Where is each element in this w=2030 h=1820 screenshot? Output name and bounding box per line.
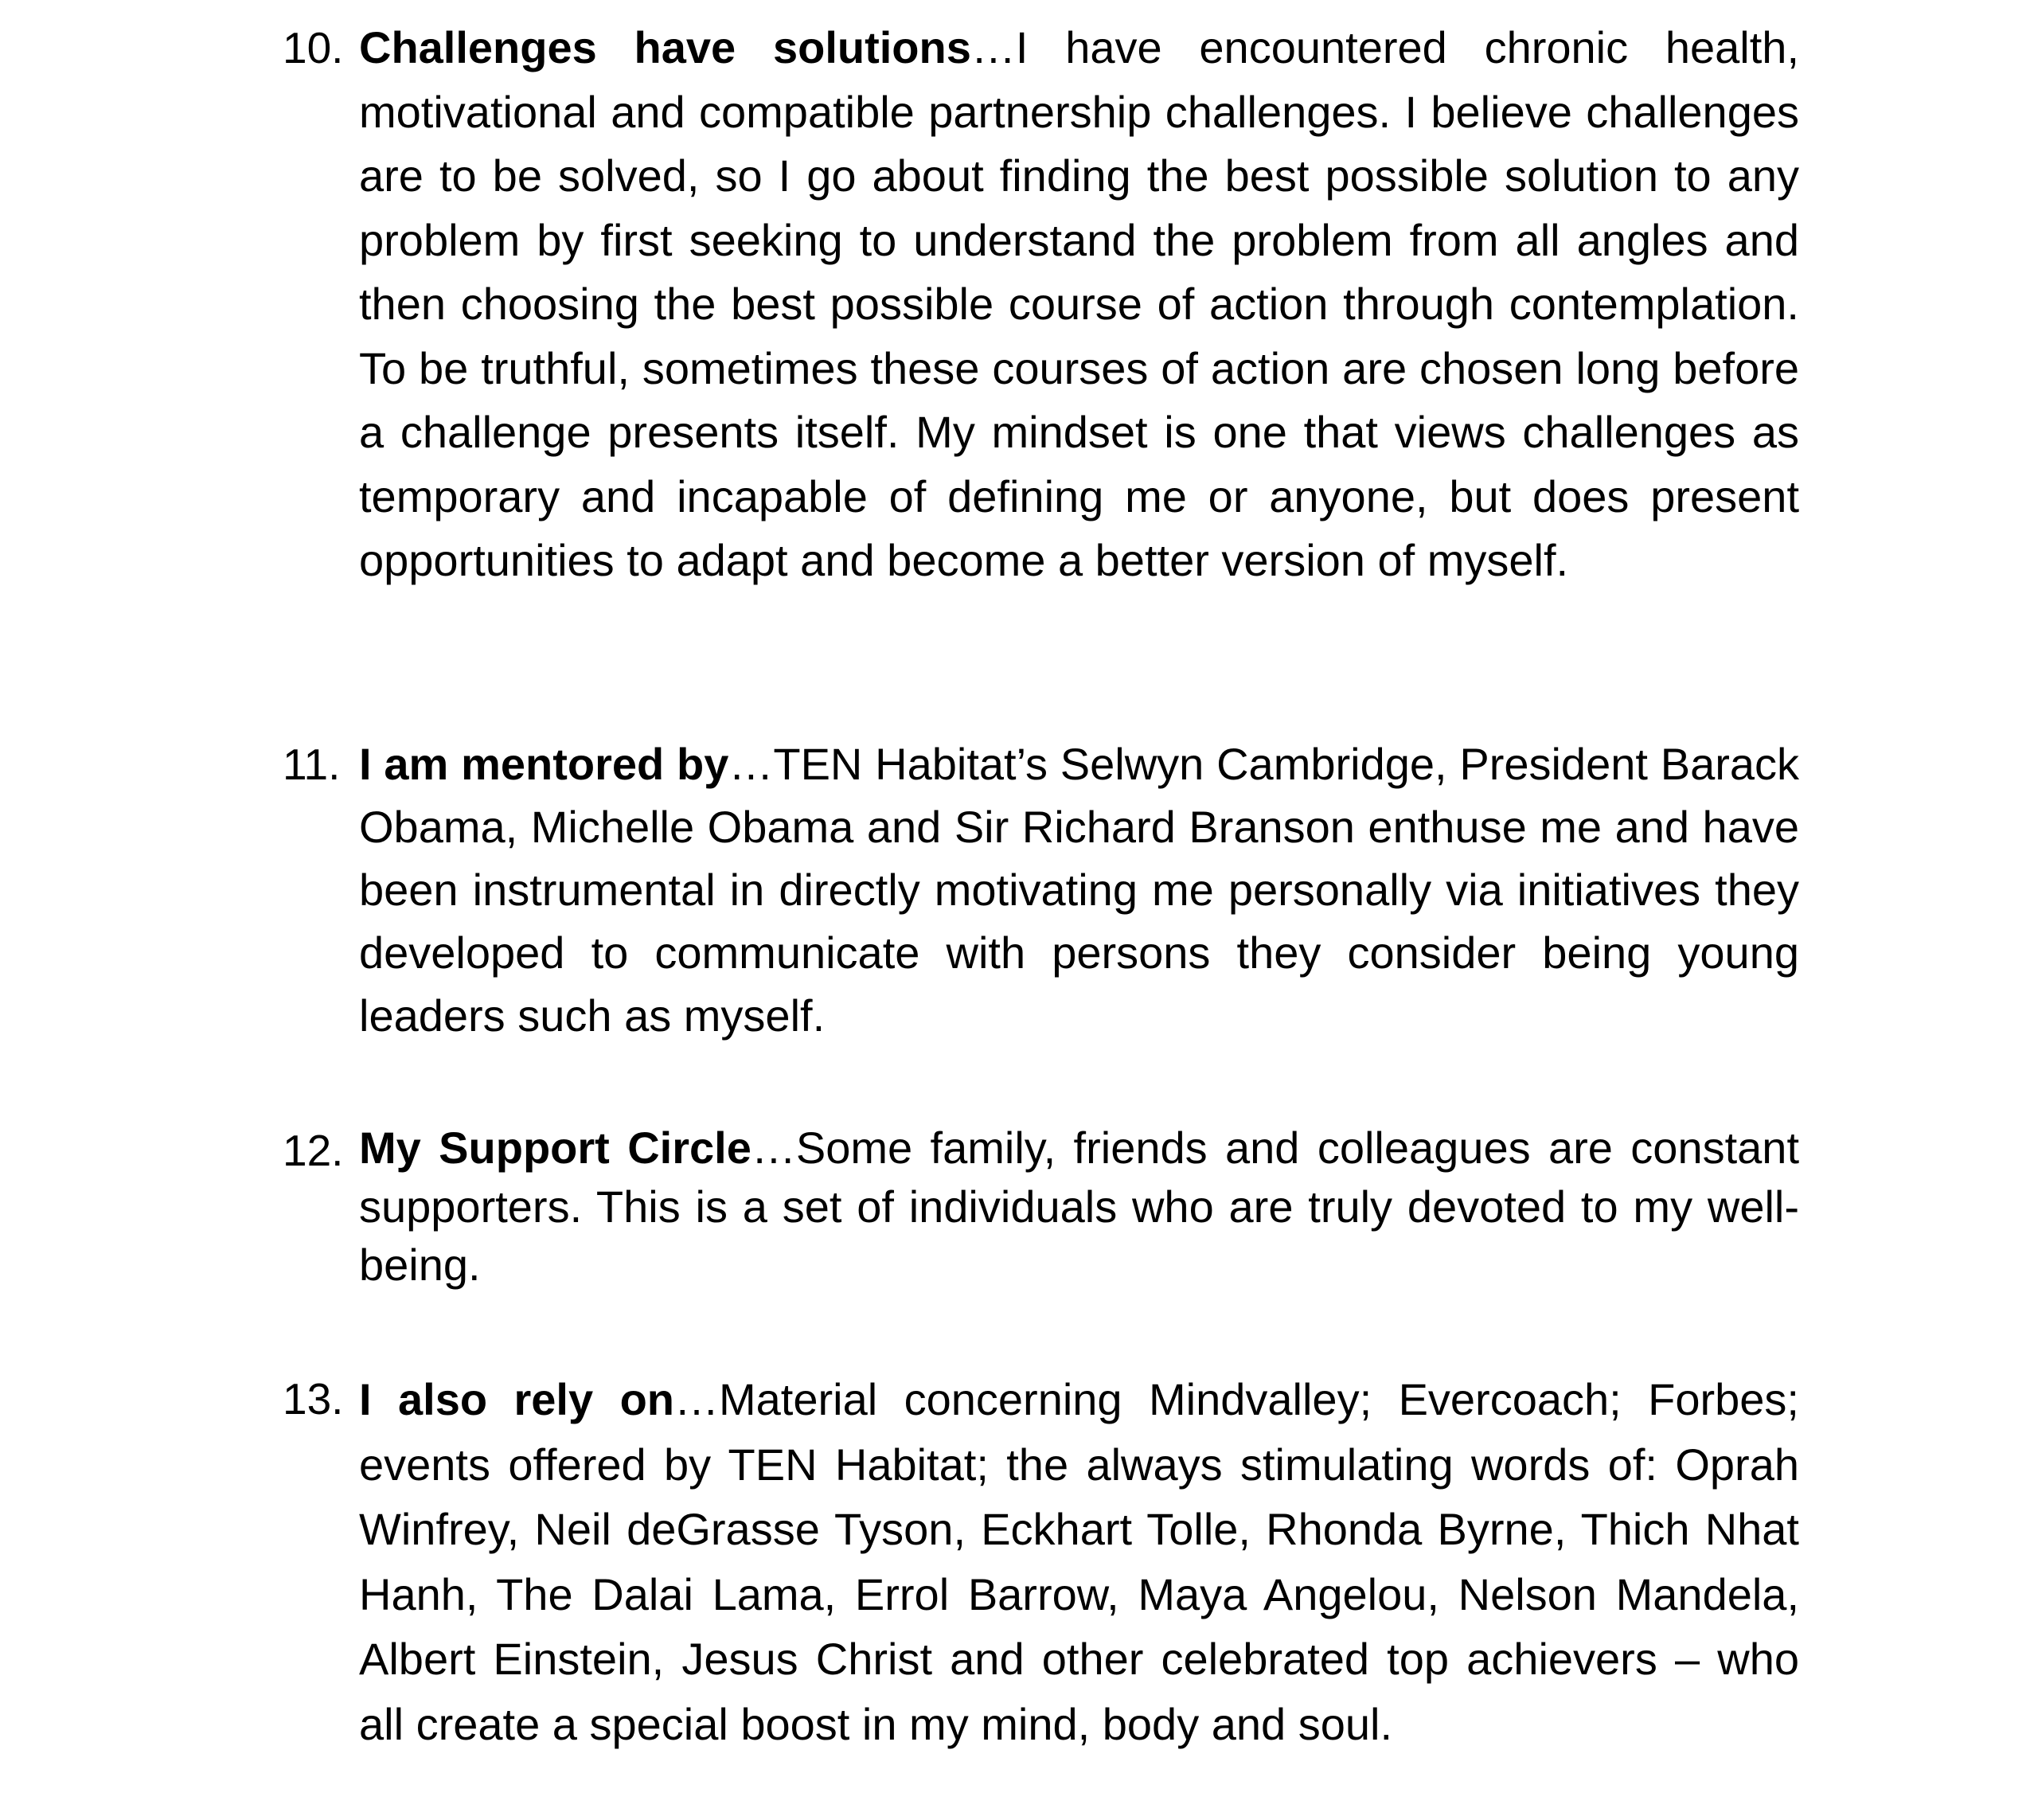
item-number: 12. xyxy=(283,1126,344,1175)
item-body: …I have encountered chronic health, motivational and compatible partnership challenges. I believe challenges are to be solved, so I go about finding the best possible solution to any problem by first seeking to understand the problem from all angles and then choosing the best possible course of action through contemplation. To be truthful, sometimes these courses of action are chosen long before a challenge presents itself. My mindset is one that views challenges as temporary and incapable of defining me or anyone, but does present opportunities to adapt and become a better version of myself. xyxy=(359,22,1800,585)
item-paragraph xyxy=(359,1367,1799,1756)
item-heading: I am mentored by xyxy=(359,739,729,789)
item-number: 10. xyxy=(283,23,344,72)
item-heading: My Support Circle xyxy=(359,1123,751,1173)
item-number: 11. xyxy=(283,740,341,789)
item-number: 13. xyxy=(283,1374,344,1424)
item-body: …TEN Habitat’s Selwyn Cambridge, President Barack Obama, Michelle Obama and Sir Richard Branson enthuse me and have been instrumental in directly motivating me personally via initiatives they developed to communicate with persons they consider being young leaders such as myself. xyxy=(359,739,1799,1041)
item-heading: I also rely on xyxy=(359,1374,674,1424)
item-paragraph xyxy=(359,1119,1799,1295)
item-body: …Material concerning Mindvalley; Evercoach; Forbes; events offered by TEN Habitat; the always stimulating words of: Oprah Winfrey, Neil deGrasse Tyson, Eckhart Tolle, Rhonda Byrne, Thich Nhat Hanh, The Dalai Lama, Errol Barrow, Maya Angelou, Nelson Mandela, Albert Einstein, Jesus Christ and other celebrated top achievers – who all create a special boost in my mind, body and soul. xyxy=(359,1374,1799,1749)
item-body: …Some family, friends and colleagues are constant supporters. This is a set of individuals who are truly devoted to my well-being. xyxy=(359,1123,1799,1290)
item-paragraph xyxy=(359,16,1799,593)
item-heading: Challenges have solutions xyxy=(359,22,971,72)
item-paragraph xyxy=(359,732,1799,1047)
